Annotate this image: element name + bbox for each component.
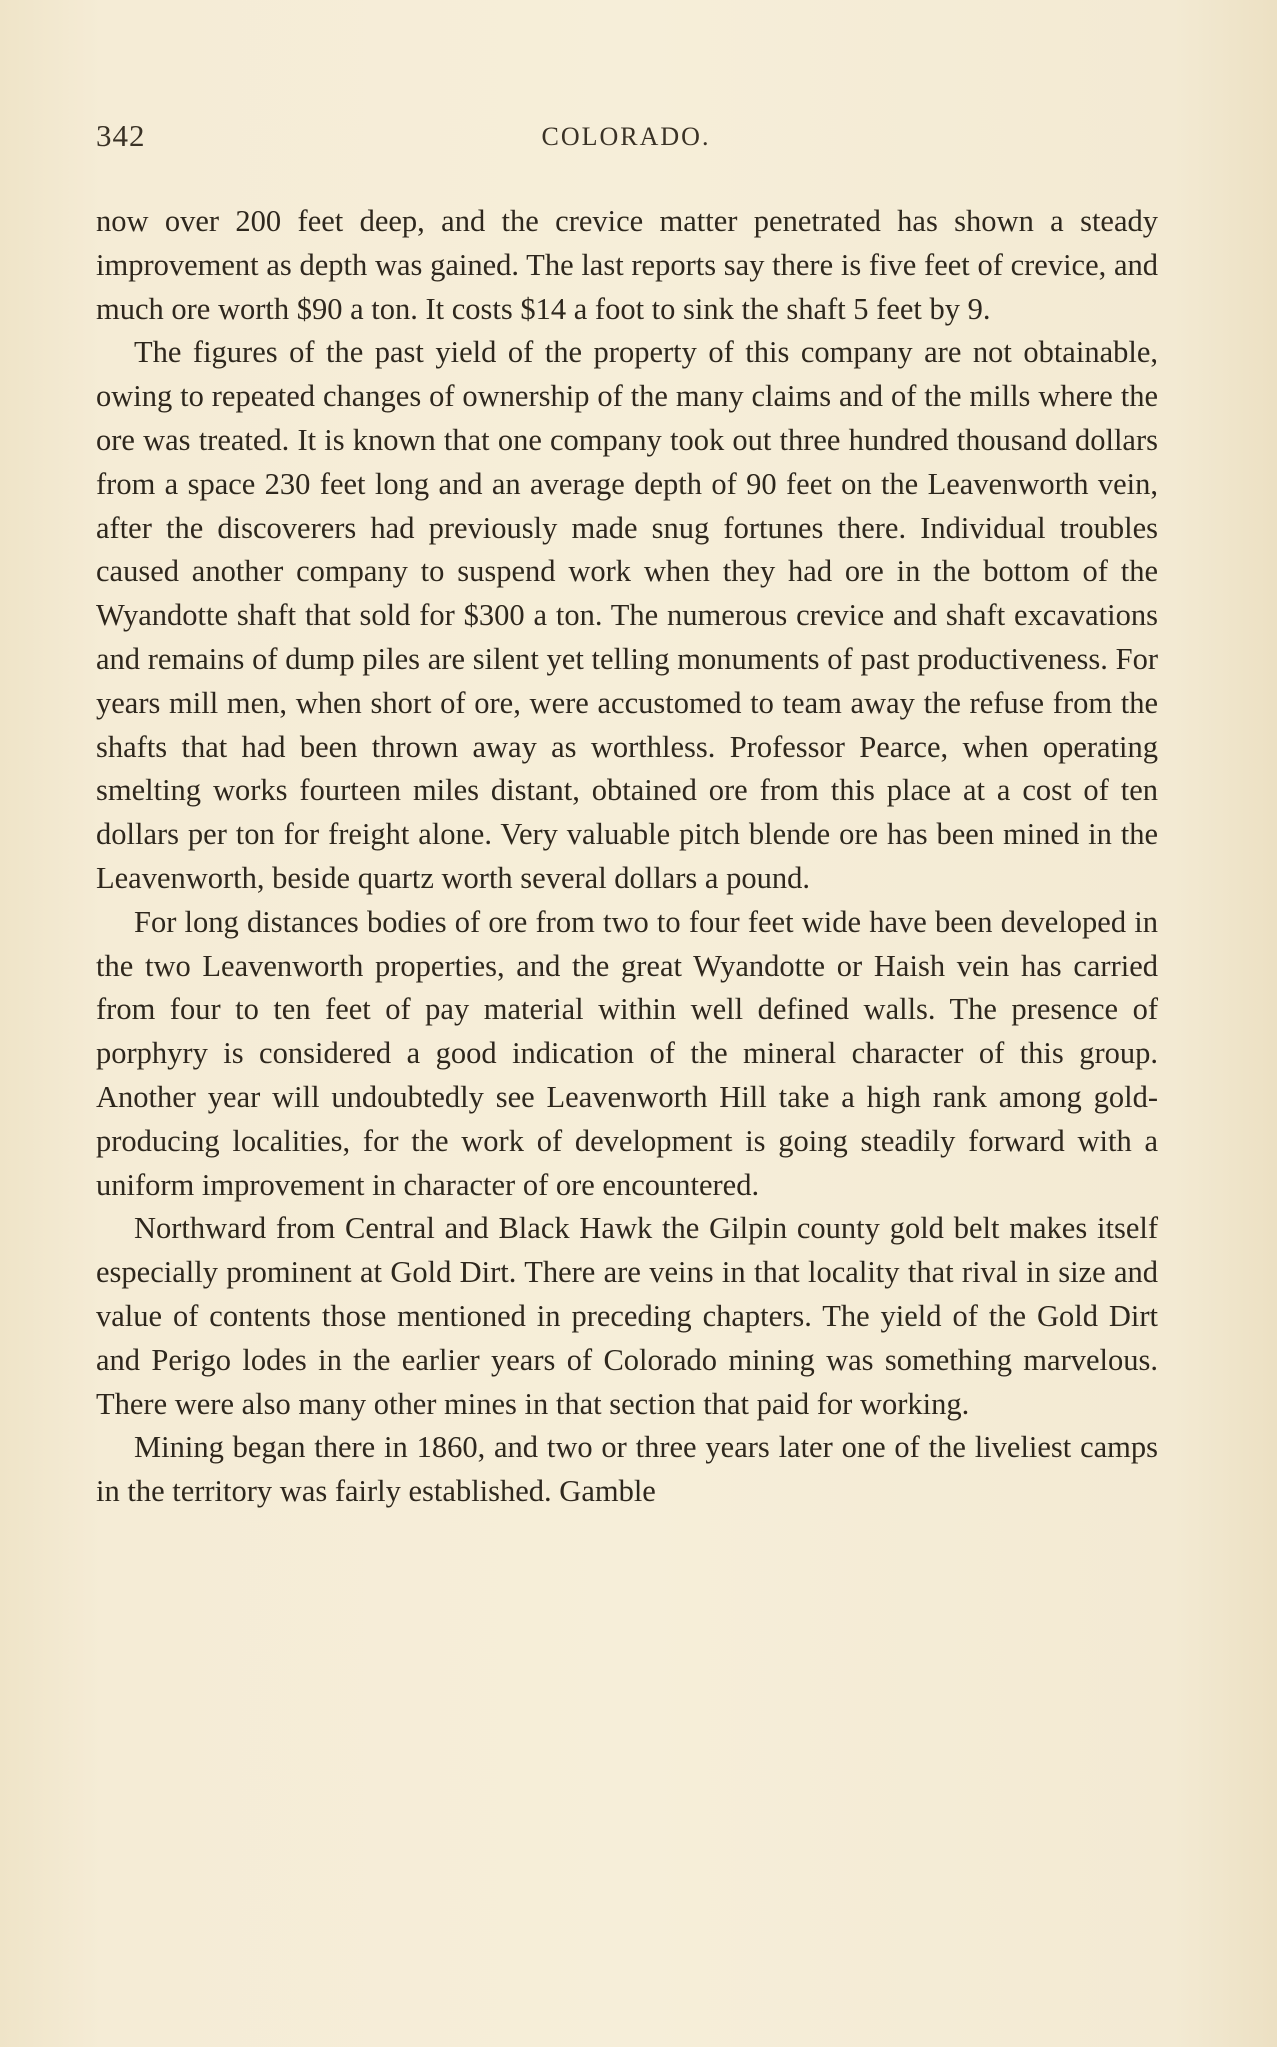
paragraph: The figures of the past yield of the property of this company are not obtainable, owing to repeated changes of ownership of the many claims and of the mills where the ore was treated. It is known that one company took out three hundred thousand dollars from a space 230 feet long and an average depth of 90 feet on the Leavenworth vein, after the discoverers had previously made snug fortunes there. Individual troubles caused another company to suspend work when they had ore in the bottom of the Wyandotte shaft that sold for $300 a ton. The numerous crevice and shaft excavations and remains of dump piles are silent yet telling monuments of past productiveness. For years mill men, when short of ore, were accustomed to team away the refuse from the shafts that had been thrown away as worthless. Professor Pearce, when operating smelting works fourteen miles distant, obtained ore from this place at a cost of ten dollars per ton for freight alone. Very valuable pitch blende ore has been mined in the Leavenworth, beside quartz worth several dollars a pound. bbox=[96, 335, 1158, 895]
page-number: 342 bbox=[96, 118, 146, 153]
paragraph: Mining began there in 1860, and two or three years later one of the liveliest camps in the territory was fairly established. Gamble bbox=[96, 1430, 1158, 1509]
running-head: COLORADO. bbox=[541, 122, 711, 151]
body-text bbox=[96, 200, 1158, 1514]
page-header bbox=[96, 118, 1156, 162]
paragraph: now over 200 feet deep, and the crevice matter penetrated has shown a steady improvement as depth was gained. The last reports say there is five feet of crevice, and much ore worth $90 a ton. It costs $14 a foot to sink the shaft 5 feet by 9. bbox=[96, 204, 1158, 326]
paragraph: For long distances bodies of ore from two to four feet wide have been developed in the two Leavenworth properties, and the great Wyandotte or Haish vein has carried from four to ten feet of pay material within well defined walls. The presence of porphyry is considered a good indication of the mineral character of this group. Another year will undoubtedly see Leavenworth Hill take a high rank among gold-producing localities, for the work of development is going steadily forward with a uniform improvement in character of ore encountered. bbox=[96, 904, 1158, 1202]
paragraph: Northward from Central and Black Hawk the Gilpin county gold belt makes itself especially prominent at Gold Dirt. There are veins in that locality that rival in size and value of contents those mentioned in preceding chapters. The yield of the Gold Dirt and Perigo lodes in the earlier years of Colorado mining was something marvelous. There were also many other mines in that section that paid for working. bbox=[96, 1211, 1158, 1421]
